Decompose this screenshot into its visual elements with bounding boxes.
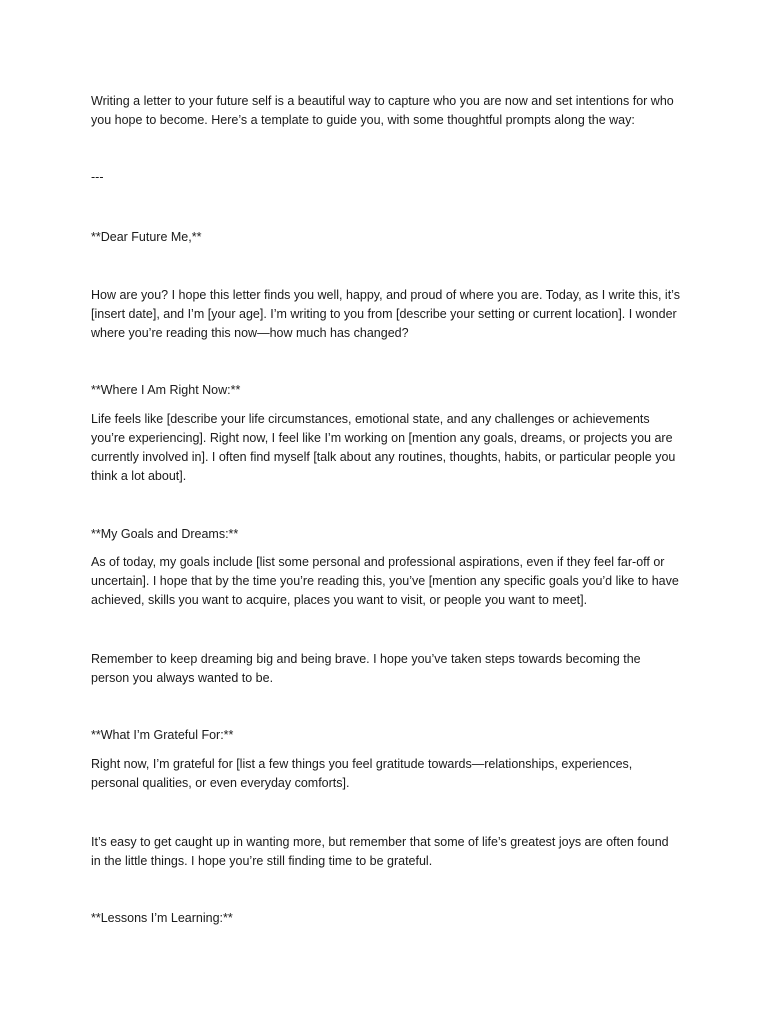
- section-heading: **What I’m Grateful For:**: [91, 728, 234, 742]
- opening-paragraph: How are you? I hope this letter finds you well, happy, and proud of where you are. Today, as I write this, it’s [insert date], and I’m [your age]. I’m writing to you from [describe your setting or current location]. I wonder where you’re reading this now—how much has changed?: [91, 288, 680, 340]
- section-heading: **My Goals and Dreams:**: [91, 527, 239, 541]
- divider-line: ---: [91, 170, 104, 184]
- section-paragraph: As of today, my goals include [list some personal and professional aspirations, even if they feel far-off or uncertain]. I hope that by the time you’re reading this, you’ve [mention any specific goals you’d like to have achieved, skills you want to acquire, places you want to visit, or people you want to meet].: [91, 555, 679, 607]
- section-paragraph: Right now, I’m grateful for [list a few things you feel gratitude towards—relationships, experiences, personal qualities, or even everyday comforts].: [91, 757, 633, 790]
- intro-paragraph: Writing a letter to your future self is a beautiful way to capture who you are now and set intentions for who you hope to become. Here’s a template to guide you, with some thoughtful prompts along the way:: [91, 94, 674, 127]
- section-paragraph: Life feels like [describe your life circumstances, emotional state, and any challenges or achievements you’re experiencing]. Right now, I feel like I’m working on [mention any goals, dreams, or projects you are currently involved in]. I often find myself [talk about any routines, thoughts, habits, or particular people you think a lot about].: [91, 412, 676, 483]
- section-heading: **Lessons I’m Learning:**: [91, 911, 233, 925]
- section-heading: **Where I Am Right Now:**: [91, 383, 241, 397]
- section-paragraph: Remember to keep dreaming big and being brave. I hope you’ve taken steps towards becoming the person you always wanted to be.: [91, 652, 641, 685]
- salutation: **Dear Future Me,**: [91, 230, 202, 244]
- section-paragraph: It’s easy to get caught up in wanting more, but remember that some of life’s greatest joys are often found in the little things. I hope you’re still finding time to be grateful.: [91, 835, 669, 868]
